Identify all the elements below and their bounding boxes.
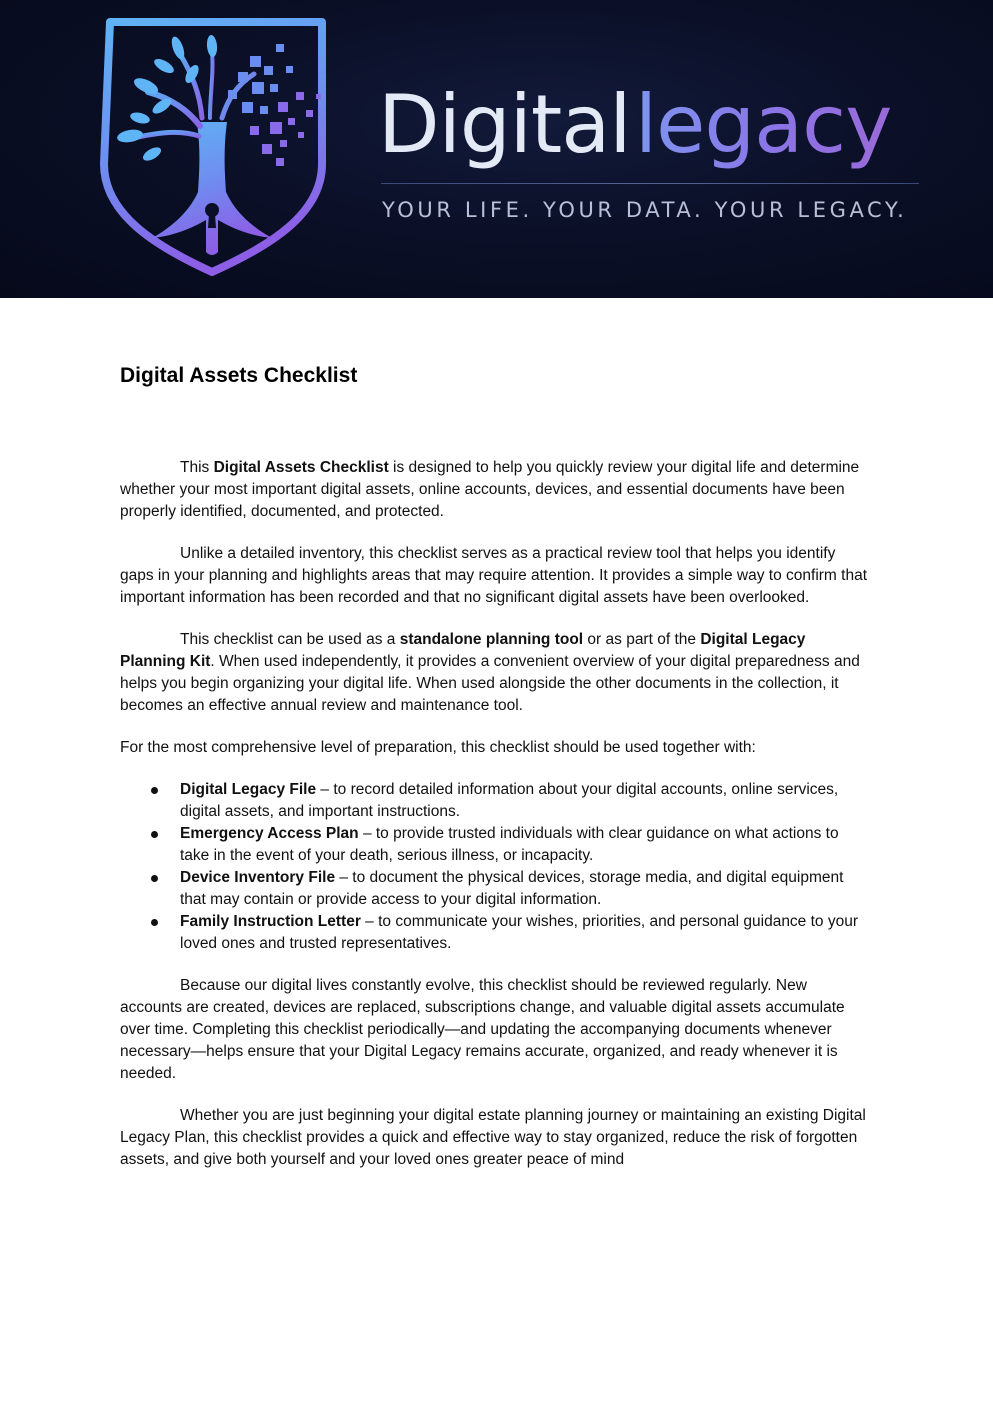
bullet-icon: [151, 919, 158, 926]
brand-word-digital: Digital: [378, 78, 631, 171]
bullet-icon: [151, 875, 158, 882]
paragraph-review: [120, 975, 872, 1085]
bullet-icon: [151, 831, 158, 838]
list-item-desc: – to provide trusted individuals with clear guidance on what actions to take in the event of your death, serious illness, or incapacity.: [180, 825, 839, 864]
intro-text-c: is designed to help you quickly review your digital life and determine whether your most important digital assets, online accounts, devices, and essential documents have been properly identified, documented, and protected.: [120, 459, 860, 520]
paragraph-usage: [120, 629, 872, 717]
document-body: [120, 457, 872, 1191]
intro-text-a: This: [180, 459, 214, 476]
list-item: [120, 911, 872, 955]
brand-word-legacy: legacy: [634, 78, 892, 171]
bullet-icon: [151, 787, 158, 794]
list-item: [120, 779, 872, 823]
tree-shield-logo-icon: [100, 14, 345, 276]
list-item: [120, 823, 872, 867]
list-item-desc: – to record detailed information about your digital accounts, online services, digital assets, and important instructions.: [180, 781, 839, 820]
list-item-name: Emergency Access Plan: [180, 825, 359, 842]
paragraph-closing: [120, 1105, 872, 1171]
intro-bold-title: Digital Assets Checklist: [213, 459, 389, 476]
intro-paragraph: [120, 457, 872, 523]
companion-documents-list: [120, 779, 872, 955]
usage-text-e: . When used independently, it provides a convenient overview of your digital preparedness and helps you begin organizing your digital life. When used alongside the other documents in the collection, it becomes an effective annual review and maintenance tool.: [120, 653, 860, 714]
document-title: Digital Assets Checklist: [120, 364, 358, 387]
usage-bold-kit: Digital Legacy Planning Kit: [120, 631, 806, 670]
paragraph-inventory: [120, 543, 872, 609]
brand-divider: [381, 183, 919, 184]
paragraph-review-text: Because our digital lives constantly evolve, this checklist should be reviewed regularly. New accounts are created, devices are replaced, subscriptions change, and valuable digital assets accumulate over time. Completing this checklist periodically—and updating the accompanying documents whenever necessary—helps ensure that your Digital Legacy remains accurate, organized, and ready whenever it is needed.: [120, 977, 845, 1082]
paragraph-together-with: For the most comprehensive level of preparation, this checklist should be used together with:: [120, 739, 756, 756]
brand-tagline: YOUR LIFE. YOUR DATA. YOUR LEGACY.: [382, 198, 908, 222]
paragraph-closing-text: Whether you are just beginning your digital estate planning journey or maintaining an existing Digital Legacy Plan, this checklist provides a quick and effective way to stay organized, reduce the risk of forgotten assets, and give both yourself and your loved ones greater peace of mind: [120, 1107, 866, 1168]
brand-wordmark: [378, 70, 938, 180]
usage-bold-standalone: standalone planning tool: [399, 631, 584, 648]
list-item-name: Device Inventory File: [180, 869, 336, 886]
list-item-desc: – to communicate your wishes, priorities, and personal guidance to your loved ones and trusted representatives.: [180, 913, 858, 952]
list-item-name: Family Instruction Letter: [180, 913, 361, 930]
list-item-desc: – to document the physical devices, storage media, and digital equipment that may contain or provide access to your digital information.: [180, 869, 844, 908]
usage-text-a: This checklist can be used as a: [180, 631, 400, 648]
paragraph-inventory-text: Unlike a detailed inventory, this checklist serves as a practical review tool that helps you identify gaps in your planning and highlights areas that may require attention. It provides a simple way to confirm that important information has been recorded and that no significant digital assets have been overlooked.: [120, 545, 867, 606]
list-item: [120, 867, 872, 911]
list-item-name: Digital Legacy File: [180, 781, 317, 798]
usage-text-c: or as part of the: [583, 631, 701, 648]
header-banner: [0, 0, 993, 298]
